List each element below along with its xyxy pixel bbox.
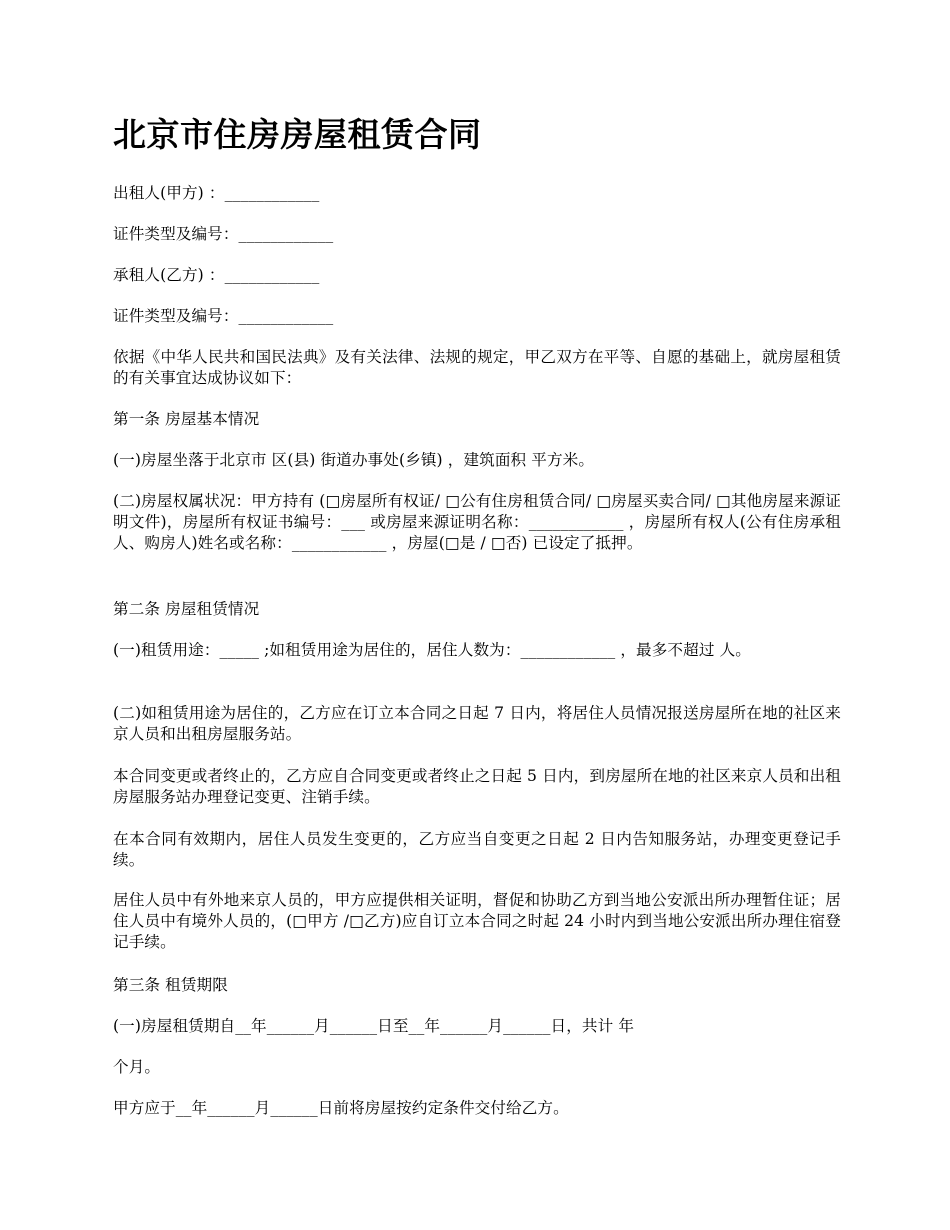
article-2-registration-paragraph: 居住人员中有外地来京人员的，甲方应提供相关证明，督促和协助乙方到当地公安派出所办理暂住证；居住人员中有境外人员的，(□甲方 /□乙方)应自订立本合同之时起 24 小时内到当地公安派出所办理住宿登记手续。 — [113, 891, 841, 951]
article-2-change-paragraph: 本合同变更或者终止的，乙方应自合同变更或者终止之日起 5 日内，到房屋所在地的社区来京人员和出租房屋服务站办理登记变更、注销手续。 — [113, 767, 841, 806]
article-3-item-1: (一)房屋租赁期自__年______月______日至__年______月______日，共计 年 — [113, 1017, 635, 1035]
article-2-item-1: (一)租赁用途：_____ ;如租赁用途为居住的，居住人数为：____________ ，最多不超过 人。 — [113, 641, 751, 659]
article-3-heading: 第三条 租赁期限 — [113, 976, 228, 994]
article-3-delivery-paragraph: 甲方应于__年______月______日前将房屋按约定条件交付给乙方。 — [113, 1099, 569, 1117]
lessor-id-field: 证件类型及编号：____________ — [113, 225, 334, 243]
article-2-item-2: (二)如租赁用途为居住的，乙方应在订立本合同之日起 7 日内，将居住人员情况报送房屋所在地的社区来京人员和出租房屋服务站。 — [113, 704, 841, 743]
page-title: 北京市住房房屋租赁合同 — [113, 115, 482, 154]
article-1-item-2: (二)房屋权属状况：甲方持有 (□房屋所有权证/ □公有住房租赁合同/ □房屋买卖合同/ □其他房屋来源证明文件)，房屋所有权证书编号：___ 或房屋来源证明名称：____________ ，房屋所有权人(公有住房承租人、购房人)姓名或名称：____________ ，房屋(□是 / □否) 已设定了抵押。 — [113, 492, 841, 552]
article-2-heading: 第二条 房屋租赁情况 — [113, 600, 260, 618]
article-1-heading: 第一条 房屋基本情况 — [113, 410, 260, 428]
preamble-paragraph: 依据《中华人民共和国民法典》及有关法律、法规的规定，甲乙双方在平等、自愿的基础上，就房屋租赁的有关事宜达成协议如下： — [113, 348, 841, 387]
lessor-field: 出租人(甲方) ：____________ — [113, 184, 320, 202]
article-1-item-1: (一)房屋坐落于北京市 区(县) 街道办事处(乡镇) ，建筑面积 平方米。 — [113, 451, 595, 469]
article-2-resident-change-paragraph: 在本合同有效期内，居住人员发生变更的，乙方应当自变更之日起 2 日内告知服务站，办理变更登记手续。 — [113, 830, 841, 869]
lessee-field: 承租人(乙方) ：____________ — [113, 266, 320, 284]
article-3-item-1-months: 个月。 — [113, 1058, 161, 1076]
lessee-id-field: 证件类型及编号：____________ — [113, 307, 334, 325]
